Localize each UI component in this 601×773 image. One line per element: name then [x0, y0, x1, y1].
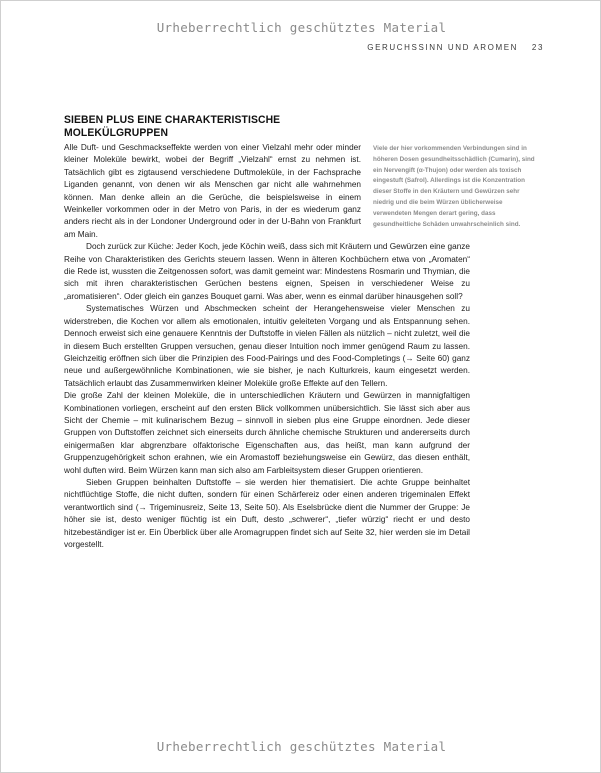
copyright-watermark-bottom: Urheberrechtlich geschütztes Material — [156, 739, 447, 754]
running-head — [367, 43, 544, 52]
paragraph: Alle Duft- und Geschmackseffekte werden von einer Vielzahl mehr oder minder kleiner Moleküle bewirkt, wobei der Begriff „Vielzahl“ ernst zu nehmen ist. Tatsächlich gibt es zigtausend verschiedene Duftmoleküle, in der Fachsprache Liganden genannt, von denen wir als Menschen gar nicht alle wahrnehmen können. Man denke allein an die Gerüche, die beispielsweise in einem Weinkeller vorkommen oder in der Metro von Paris, in der es wiederum ganz anders riecht als in der Londoner Underground oder in der U-Bahn von Frankfurt am Main. — [64, 143, 361, 239]
paragraph: Systematisches Würzen und Abschmecken scheint der Herangehensweise vieler Menschen zu widerstreben, die Kochen vor allem als emotionalen, intuitiv geleiteten Vorgang und als Entspannung sehen. Dennoch erweist sich eine genauere Kenntnis der Duftstoffe in vielen Fällen als nützlich – nicht zuletzt, weil die in diesem Buch erstellten Gruppen versuchen, genau dieser Intuition noch immer genügend Raum zu lassen. Gleichzeitig eröffnen sich über die Prinzipien des Food-Pairings und des Food-Completings (→ Seite 60) ganz neue und außergewöhnliche Kombinationen, wie sie bisher, je nach Kulturkreis, kaum eingesetzt werden. Tatsächlich erlaubt das Zusammenwirken kleiner Moleküle große Effekte auf den Tellern. — [64, 304, 470, 388]
body-text — [64, 142, 470, 551]
section-heading: SIEBEN PLUS EINE CHARAKTERISTISCHE MOLEKÜLGRUPPEN — [64, 114, 281, 139]
paragraph: Die große Zahl der kleinen Moleküle, die in unterschiedlichen Kräutern und Gewürzen in mannigfaltigen Kombinationen vorliegen, erscheint auf den ersten Blick vollkommen unübersichtlich. Sie lässt sich aber aus Sicht der Chemie – mit kulinarischem Bezug – sinnvoll in sieben plus eine Gruppe einordnen. Jede dieser Gruppen von Duftstoffen zeichnet sich einerseits durch ähnliche chemische Strukturen und andererseits durch einigermaßen klar abgrenzbare olfaktorische Eigenschaften aus, das heißt, man kann aufgrund der Gruppenzugehörigkeit schon erahnen, wie ein Aromastoff beziehungsweise ein Gewürz, das diesen enthält, wohl duften wird. Beim Würzen kann man sich also am Farbleitsystem dieser Gruppen orientieren. — [64, 391, 470, 475]
copyright-watermark-top: Urheberrechtlich geschütztes Material — [156, 20, 447, 35]
running-head-title: GERUCHSSINN UND AROMEN — [367, 43, 519, 52]
paragraph: Sieben Gruppen beinhalten Duftstoffe – sie werden hier thematisiert. Die achte Gruppe beinhaltet nichtflüchtige Stoffe, die nicht duften, sondern für einen Schärfereiz oder einen anderen trigeminalen Effekt verantwortlich sind (→ Trigeminusreiz, Seite 13, Seite 50). Als Eselsbrücke dient die Nummer der Gruppe: Je höher sie ist, desto weniger flüchtig ist ein Duft, desto „schwerer“, „tiefer würzig“ riecht er und desto hitzebeständiger ist er. Ein Überblick über alle Aromagruppen findet sich auf Seite 32, hier werden sie im Detail vorgestellt. — [64, 477, 470, 549]
paragraph: Doch zurück zur Küche: Jeder Koch, jede Köchin weiß, dass sich mit Kräutern und Gewürzen eine ganze Reihe von Charakteristiken des Gerichts steuern lassen. Wenn in älteren Kochbüchern etwa von „Aromaten“ die Rede ist, wussten die Zeitgenossen sofort, was damit gemeint war: Mindestens Rosmarin und Thymian, die sich mit ihren charakteristischen Gerüchen bestens eignen, Speisen in verschiedener Weise zu „aromatisieren“. Oder gleich ein ganzes Bouquet garni. Was aber, wenn es einmal darüber hinausgehen soll? — [64, 242, 470, 301]
page-number: 23 — [531, 43, 544, 52]
sidenote: Viele der hier vorkommenden Verbindungen sind in höheren Dosen gesundheitsschädlich (Cumarin), sind ein Nervengift (α-Thujon) oder werden als toxisch eingestuft (Safrol). Allerdings ist die Konzentration dieser Stoffe in den Kräutern und Gewürzen sehr niedrig und die beim Würzen üblicherweise verwendeten Mengen derart gering, dass gesundheitliche Schäden unwahrscheinlich sind. — [373, 145, 535, 228]
